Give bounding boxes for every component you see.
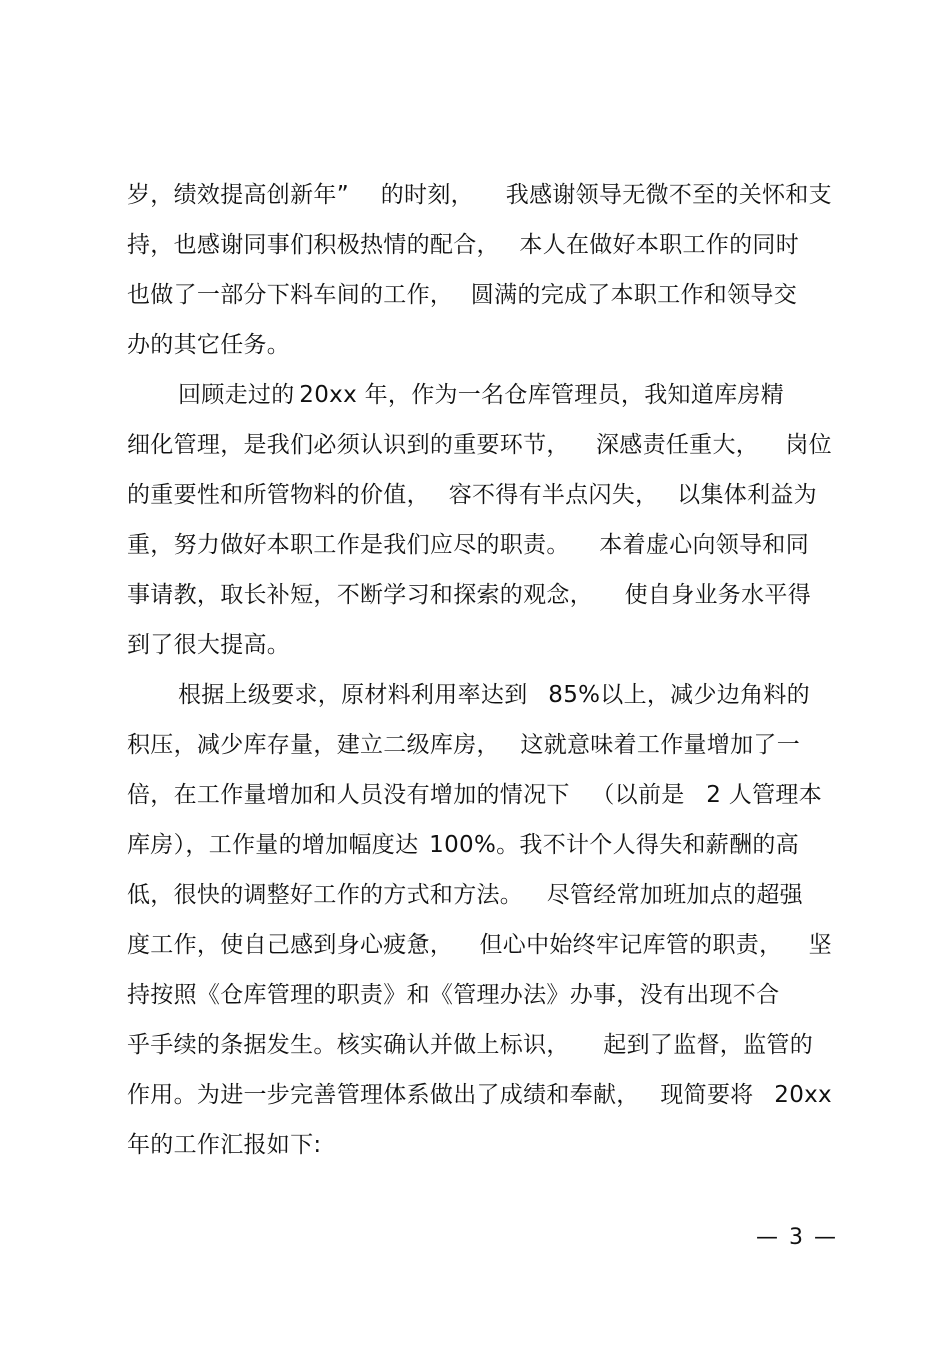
text-segment: 尽管经常加班加点的超强: [546, 882, 803, 908]
text-line: [127, 930, 832, 960]
text-segment: 以集体利益为: [677, 482, 817, 508]
text-line: [127, 230, 799, 260]
text-segment: 度工作，使自己感到身心疲惫，: [127, 932, 454, 958]
text-segment: 起到了监督，监管的: [603, 1032, 813, 1058]
text-segment: 事请教，取长补短，不断学习和探索的观念，: [127, 582, 593, 608]
text-line: [127, 1030, 813, 1060]
text-segment: 使自身业务水平得: [624, 582, 811, 608]
text-segment: （以前是: [591, 782, 685, 808]
text-segment: 低，很快的调整好工作的方式和方法。: [127, 882, 524, 908]
text-segment: 85%以上，减少边角料的: [548, 682, 810, 708]
text-segment: 但心中始终牢记库管的职责，: [479, 932, 783, 958]
text-segment: 我感谢领导无微不至的关怀和支: [505, 182, 832, 208]
text-line: [127, 180, 832, 210]
text-line: [127, 880, 803, 910]
text-segment: 库房），工作量的增加幅度达: [127, 832, 419, 858]
text-line: [127, 1130, 832, 1160]
text-segment: 也做了一部分下料车间的工作，: [127, 282, 454, 308]
page-number: — 3 —: [756, 1225, 838, 1250]
text-segment: 20xx: [774, 1082, 832, 1108]
text-segment: 圆满的完成了本职工作和领导交: [470, 282, 797, 308]
text-segment: 乎手续的条据发生。核实确认并做上标识，: [127, 1032, 570, 1058]
text-line: [127, 280, 797, 310]
text-segment: 持按照《仓库管理的职责》和《管理办法》办事，没有出现不合: [127, 982, 780, 1008]
text-segment: 作用。为进一步完善管理体系做出了成绩和奉献，: [127, 1082, 640, 1108]
text-segment: 本人在做好本职工作的同时: [519, 232, 799, 258]
text-segment: 这就意味着工作量增加了一: [520, 732, 800, 758]
text-line: [178, 380, 784, 410]
text-segment: 年的工作汇报如下:: [127, 1132, 322, 1158]
text-segment: 重，努力做好本职工作是我们应尽的职责。: [127, 532, 570, 558]
text-line: [127, 580, 811, 610]
text-segment: 岗位: [785, 432, 832, 458]
text-line: [127, 330, 832, 360]
text-segment: 容不得有半点闪失，: [448, 482, 659, 508]
text-segment: 到了很大提高。: [127, 632, 291, 658]
text-line: [127, 630, 832, 660]
text-segment: 20xx 年，作为一名仓库管理员，我知道库房精: [299, 382, 784, 408]
text-segment: 的重要性和所管物料的价值，: [127, 482, 430, 508]
text-line: [127, 780, 822, 810]
text-segment: 持，也感谢同事们积极热情的配合，: [127, 232, 500, 258]
text-segment: 细化管理，是我们必须认识到的重要环节，: [127, 432, 570, 458]
text-segment: 的时刻，: [380, 182, 474, 208]
text-segment: 倍，在工作量增加和人员没有增加的情况下: [127, 782, 570, 808]
text-segment: 坚: [808, 932, 832, 958]
text-line: [127, 530, 809, 560]
text-segment: 100%。我不计个人得失和薪酬的高: [429, 832, 799, 858]
text-line: [127, 730, 800, 760]
text-segment: 现简要将: [660, 1082, 754, 1108]
text-segment: 本着虚心向领导和同: [599, 532, 809, 558]
text-line: [178, 680, 810, 710]
text-segment: 根据上级要求，原材料利用率达到: [178, 682, 528, 708]
text-segment: 积压，减少库存量，建立二级库房，: [127, 732, 500, 758]
text-segment: 2 人管理本: [706, 782, 822, 808]
text-segment: 深感责任重大，: [595, 432, 760, 458]
text-line: [127, 480, 817, 510]
text-segment: 办的其它任务。: [127, 332, 291, 358]
text-line: [127, 430, 832, 460]
text-line: [127, 830, 799, 860]
text-segment: 岁，绩效提高创新年”: [127, 182, 349, 208]
text-line: [127, 1080, 832, 1110]
text-segment: 回顾走过的: [178, 382, 295, 408]
text-line: [127, 980, 832, 1010]
